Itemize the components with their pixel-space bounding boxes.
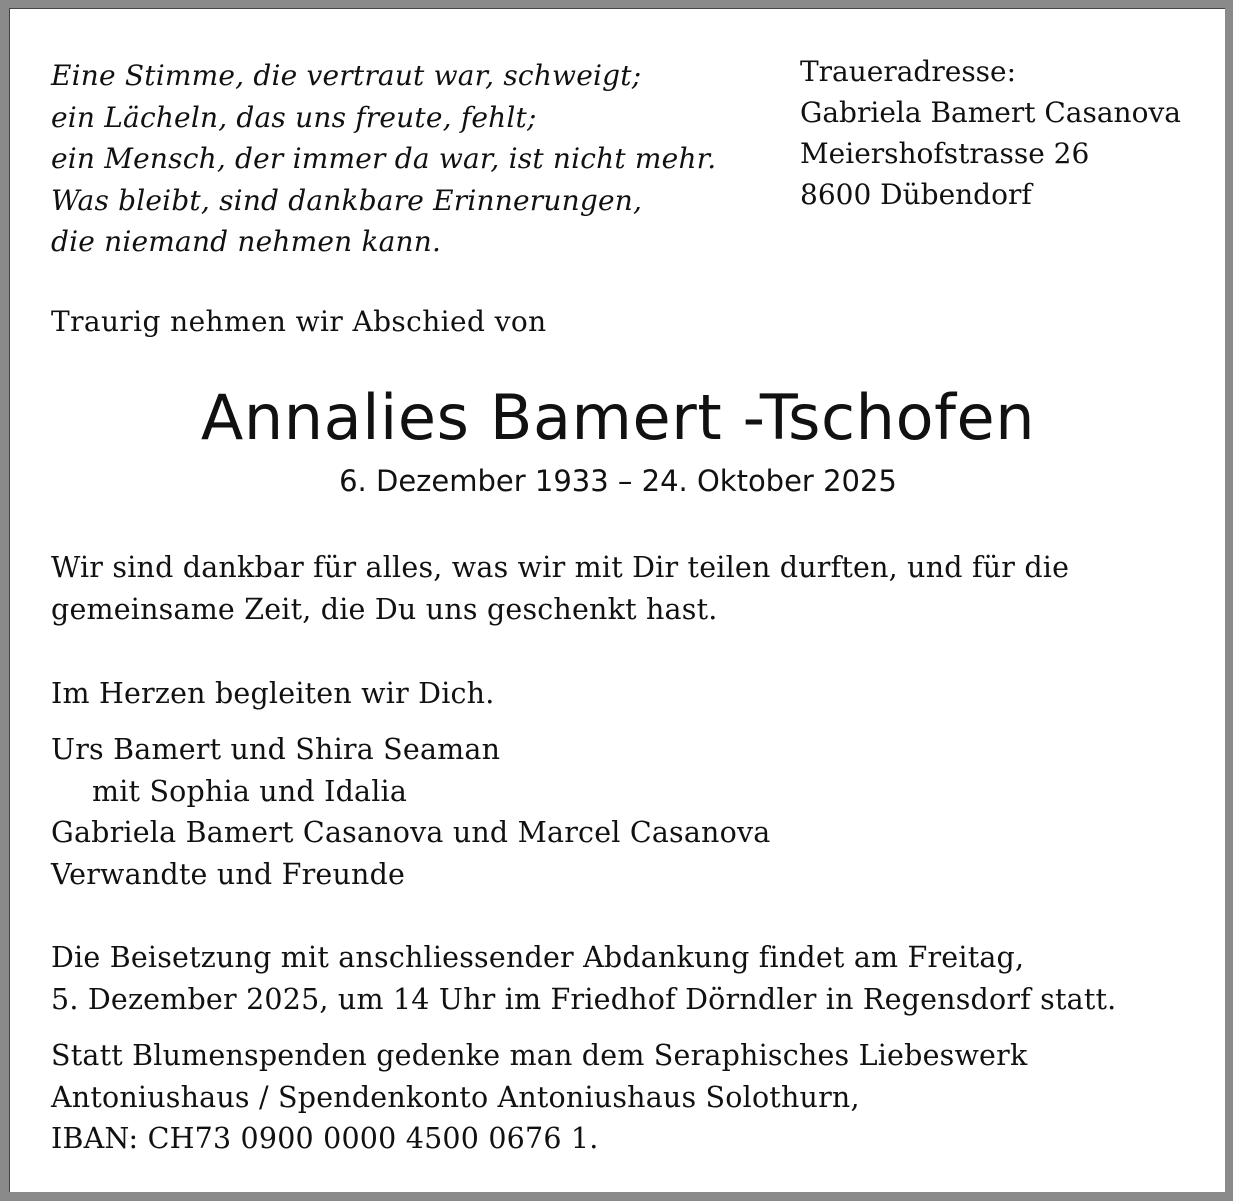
family-member: mit Sophia und Idalia xyxy=(92,774,408,808)
burial-line: Die Beisetzung mit anschliessender Abdankung findet am Freitag, xyxy=(51,941,1025,974)
deceased-name: Annalies Bamert -Tschofen xyxy=(200,381,1036,454)
memorial-poem xyxy=(51,55,716,263)
address-street: Meiershofstrasse 26 xyxy=(800,137,1090,170)
gratitude-text xyxy=(51,547,1069,630)
poem-line: ein Mensch, der immer da war, ist nicht mehr. xyxy=(51,142,717,175)
donation-line: Statt Blumenspenden gedenke man dem Seraphisches Liebeswerk xyxy=(51,1039,1028,1072)
burial-info xyxy=(51,937,1116,1020)
burial-line: 5. Dezember 2025, um 14 Uhr im Friedhof Dörndler in Regensdorf statt. xyxy=(51,982,1117,1016)
address-label: Traueradresse: xyxy=(800,55,1017,88)
heart-line: Im Herzen begleiten wir Dich. xyxy=(51,677,495,710)
poem-line: Eine Stimme, die vertraut war, schweigt; xyxy=(51,59,642,92)
address-city: 8600 Dübendorf xyxy=(800,178,1032,211)
mourning-address xyxy=(800,51,1181,215)
family-member: Gabriela Bamert Casanova und Marcel Casanova xyxy=(51,816,771,849)
donation-info xyxy=(51,1035,1027,1160)
family-list xyxy=(51,729,770,895)
poem-line: ein Lächeln, das uns freute, fehlt; xyxy=(51,100,537,134)
farewell-intro: Traurig nehmen wir Abschied von xyxy=(51,305,547,338)
poem-line: Was bleibt, sind dankbare Erinnerungen, xyxy=(51,183,643,217)
gratitude-line: gemeinsame Zeit, die Du uns geschenkt hast. xyxy=(51,592,718,626)
obituary-notice xyxy=(9,8,1225,1192)
address-name: Gabriela Bamert Casanova xyxy=(800,96,1181,129)
gratitude-line: Wir sind dankbar für alles, was wir mit Dir teilen durften, und für die xyxy=(51,551,1070,584)
donation-line: Antoniushaus / Spendenkonto Antoniushaus Solothurn, xyxy=(51,1080,860,1114)
donation-line: IBAN: CH73 0900 0000 4500 0676 1. xyxy=(51,1122,599,1155)
life-dates: 6. Dezember 1933 – 24. Oktober 2025 xyxy=(339,464,897,498)
poem-line: die niemand nehmen kann. xyxy=(51,225,442,258)
family-member: Verwandte und Freunde xyxy=(51,857,406,891)
family-member: Urs Bamert und Shira Seaman xyxy=(51,733,501,766)
